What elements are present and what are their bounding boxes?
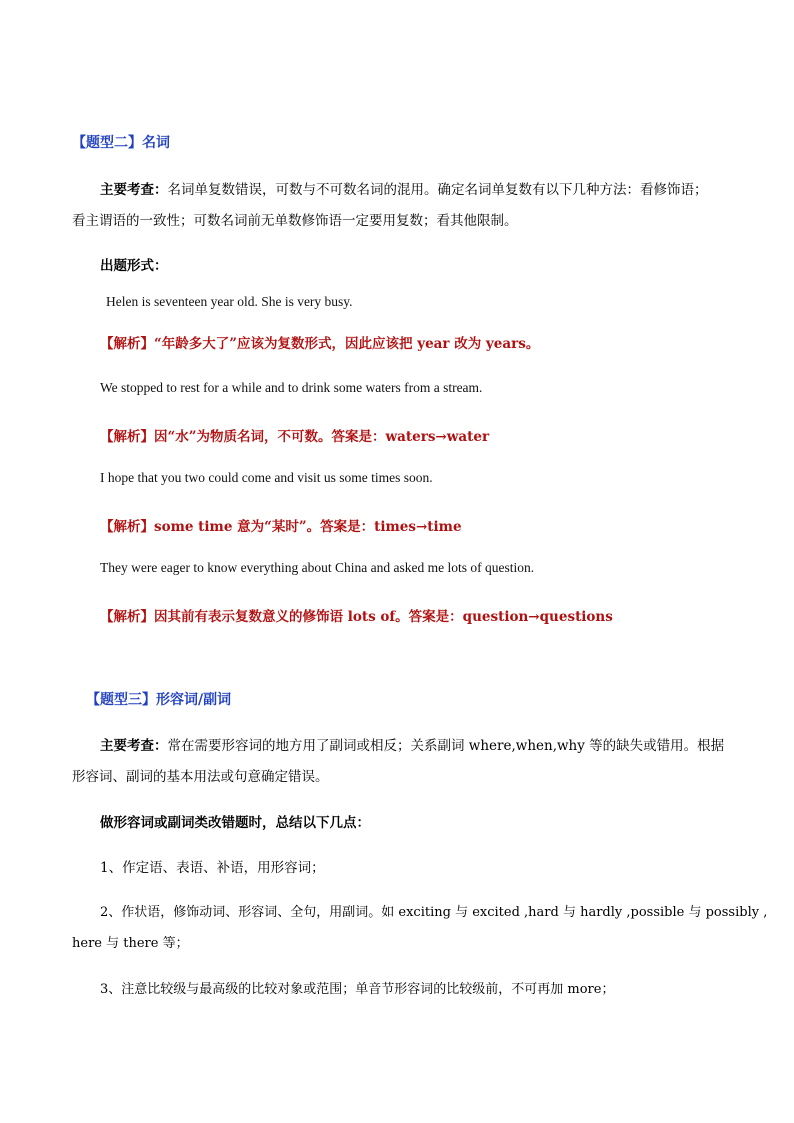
section-label: 题型三: [100, 692, 142, 708]
adj-focus-line1: [100, 736, 724, 756]
form-label: 出题形式：: [100, 258, 168, 274]
analysis-tag: 【解析】: [100, 336, 154, 352]
bracket-close: 】: [128, 135, 142, 151]
focus-label: 主要考查：: [100, 738, 168, 754]
point-2-line2: here 与 there 等；: [72, 936, 189, 951]
noun-focus-line1: [100, 180, 708, 200]
analysis-tag: 【解析】: [100, 429, 154, 445]
analysis-line: [100, 425, 489, 445]
focus-label: 主要考查：: [100, 182, 168, 198]
focus-text: 名词单复数错误，可数与不可数名词的混用。确定名词单复数有以下几种方法：看修饰语；: [167, 182, 708, 198]
section-title: 形容词/副词: [156, 692, 232, 708]
analysis-tag: 【解析】: [100, 519, 154, 535]
point-1: 1、作定语、表语、补语，用形容词；: [100, 860, 325, 876]
adj-focus-line2: 形容词、副词的基本用法或句意确定错误。: [72, 769, 329, 785]
point-2-line1: 2、作状语，修饰动词、形容词、全句，用副词。如 exciting 与 excited ,hard 与 hardly ,possible 与 possibly ,: [100, 905, 768, 920]
bracket-open: 【: [86, 692, 100, 708]
analysis-line: [100, 605, 613, 625]
example-sentence: We stopped to rest for a while and to drink some waters from a stream.: [100, 380, 483, 395]
bracket-open: 【: [72, 135, 86, 151]
noun-focus-line2: 看主谓语的一致性；可数名词前无单数修饰语一定要用复数；看其他限制。: [72, 213, 518, 229]
section-heading-noun: [72, 132, 170, 152]
bracket-close: 】: [142, 692, 156, 708]
example-sentence: I hope that you two could come and visit us some times soon.: [100, 470, 433, 485]
section-heading-adj: [86, 689, 231, 709]
point-3: 3、注意比较级与最高级的比较对象或范围；单音节形容词的比较级前，不可再加 more；: [100, 982, 615, 997]
analysis-text: 因“水”为物质名词，不可数。答案是：waters→water: [154, 429, 490, 445]
section-label: 题型二: [86, 135, 128, 151]
analysis-line: [100, 332, 539, 352]
example-sentence: They were eager to know everything about China and asked me lots of question.: [100, 560, 535, 575]
summary-heading: 做形容词或副词类改错题时，总结以下几点：: [100, 815, 370, 831]
example-sentence: Helen is seventeen year old. She is very busy.: [106, 294, 353, 309]
focus-text: 常在需要形容词的地方用了副词或相反；关系副词 where,when,why 等的缺失或错用。根据: [167, 738, 725, 754]
analysis-text: 因其前有表示复数意义的修饰语 lots of。答案是：question→questions: [154, 609, 613, 625]
analysis-text: “年龄多大了”应该为复数形式，因此应该把 year 改为 years。: [154, 336, 540, 352]
analysis-tag: 【解析】: [100, 609, 154, 625]
analysis-line: [100, 515, 462, 535]
section-title: 名词: [142, 135, 170, 151]
analysis-text: some time 意为“某时”。答案是：times→time: [154, 519, 462, 535]
